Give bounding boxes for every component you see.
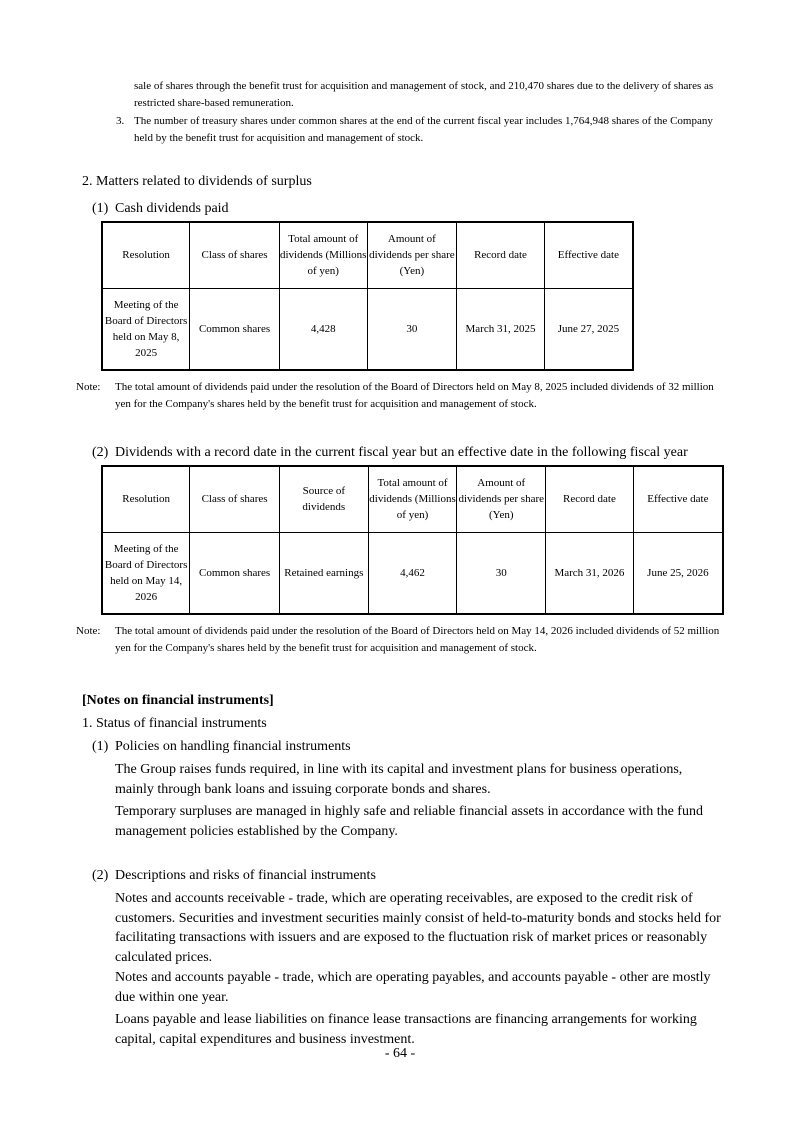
subsection-number: (1) — [92, 739, 109, 754]
subsection-title: Policies on handling financial instruments — [115, 739, 351, 754]
page-number: - 64 - — [384, 1046, 416, 1061]
financial-heading: [Notes on financial instruments] — [82, 693, 274, 708]
subsection-title: Descriptions and risks of financial instruments — [115, 868, 376, 883]
table-header-cell: Amount of dividends per share (Yen) — [457, 466, 546, 532]
table-header-cell: Amount of dividends per share (Yen) — [367, 222, 457, 288]
table-header-cell: Effective date — [633, 466, 723, 532]
table-header-cell: Record date — [457, 222, 545, 288]
table-cell: March 31, 2025 — [457, 288, 545, 370]
section-title: 2. Matters related to dividends of surplus — [82, 174, 312, 189]
table-cell: March 31, 2026 — [546, 532, 634, 614]
table-header-cell: Class of shares — [190, 466, 280, 532]
subsection-number: (2) — [92, 868, 109, 883]
future-dividends-table — [101, 465, 724, 615]
note-text: The total amount of dividends paid under the resolution of the Board of Directors held on May 8, 2025 included dividends of 32 million yen for the Company's shares held by the benefit trust for acquisition and management of stock. — [115, 381, 714, 410]
subsection-title: Cash dividends paid — [115, 201, 229, 216]
table-header-cell: Source of dividends — [279, 466, 368, 532]
subsection-title: Dividends with a record date in the current fiscal year but an effective date in the following fiscal year — [115, 445, 688, 460]
table-cell: 30 — [457, 532, 546, 614]
note-item-text: The number of treasury shares under common shares at the end of the current fiscal year includes 1,764,948 shares of the Company held by the benefit trust for acquisition and management of stock. — [134, 115, 713, 144]
table-header-cell: Resolution — [102, 222, 190, 288]
table-header-cell: Record date — [546, 466, 634, 532]
note-item-number: 3. — [116, 115, 125, 127]
status-title: 1. Status of financial instruments — [82, 716, 267, 731]
table-header-cell: Total amount of dividends (Millions of yen) — [279, 222, 367, 288]
note-text: The total amount of dividends paid under the resolution of the Board of Directors held on May 14, 2026 included dividends of 52 million yen for the Company's shares held by the benefit trust for acquisition and management of stock. — [115, 625, 720, 654]
note-label: Note: — [76, 381, 101, 393]
table-cell: 4,462 — [368, 532, 457, 614]
table-header-cell: Total amount of dividends (Millions of yen) — [368, 466, 457, 532]
subsection-number: (1) — [92, 201, 109, 216]
table-header-row — [102, 222, 633, 288]
table-row — [102, 532, 723, 614]
table-cell: Retained earnings — [279, 532, 368, 614]
table-cell: Meeting of the Board of Directors held on May 8, 2025 — [102, 288, 190, 370]
table-cell: June 25, 2026 — [633, 532, 723, 614]
cash-dividends-table — [101, 221, 634, 371]
table-row — [102, 288, 633, 370]
note-continuation: sale of shares through the benefit trust for acquisition and management of stock, and 210,470 shares due to the delivery of shares as restricted share-based remuneration. — [134, 80, 714, 109]
table-cell: 4,428 — [279, 288, 367, 370]
table-header-cell: Class of shares — [190, 222, 280, 288]
table-header-row — [102, 466, 723, 532]
table-cell: Meeting of the Board of Directors held on May 14, 2026 — [102, 532, 190, 614]
table-cell: Common shares — [190, 288, 280, 370]
paragraph: Loans payable and lease liabilities on finance lease transactions are financing arrangements for working capital, capital expenditures and business investment. — [115, 1012, 697, 1047]
paragraph: Notes and accounts payable - trade, which are operating payables, and accounts payable - other are mostly due within one year. — [115, 970, 711, 1005]
table-cell: Common shares — [190, 532, 280, 614]
table-header-cell: Effective date — [544, 222, 633, 288]
paragraph: Notes and accounts receivable - trade, which are operating receivables, are exposed to the credit risk of customers. Securities and investment securities mainly consist of held-to-maturity bonds and stocks held for facilitating transactions with issuers and are exposed to the fluctuation risk of market prices or reasonably calculated prices. — [115, 891, 721, 965]
table-cell: 30 — [367, 288, 457, 370]
table-header-cell: Resolution — [102, 466, 190, 532]
table-cell: June 27, 2025 — [544, 288, 633, 370]
note-label: Note: — [76, 625, 101, 637]
paragraph: The Group raises funds required, in line with its capital and investment plans for business operations, mainly through bank loans and issuing corporate bonds and shares. — [115, 762, 683, 797]
paragraph: Temporary surpluses are managed in highly safe and reliable financial assets in accordance with the fund management policies established by the Company. — [115, 804, 703, 839]
subsection-number: (2) — [92, 445, 109, 460]
